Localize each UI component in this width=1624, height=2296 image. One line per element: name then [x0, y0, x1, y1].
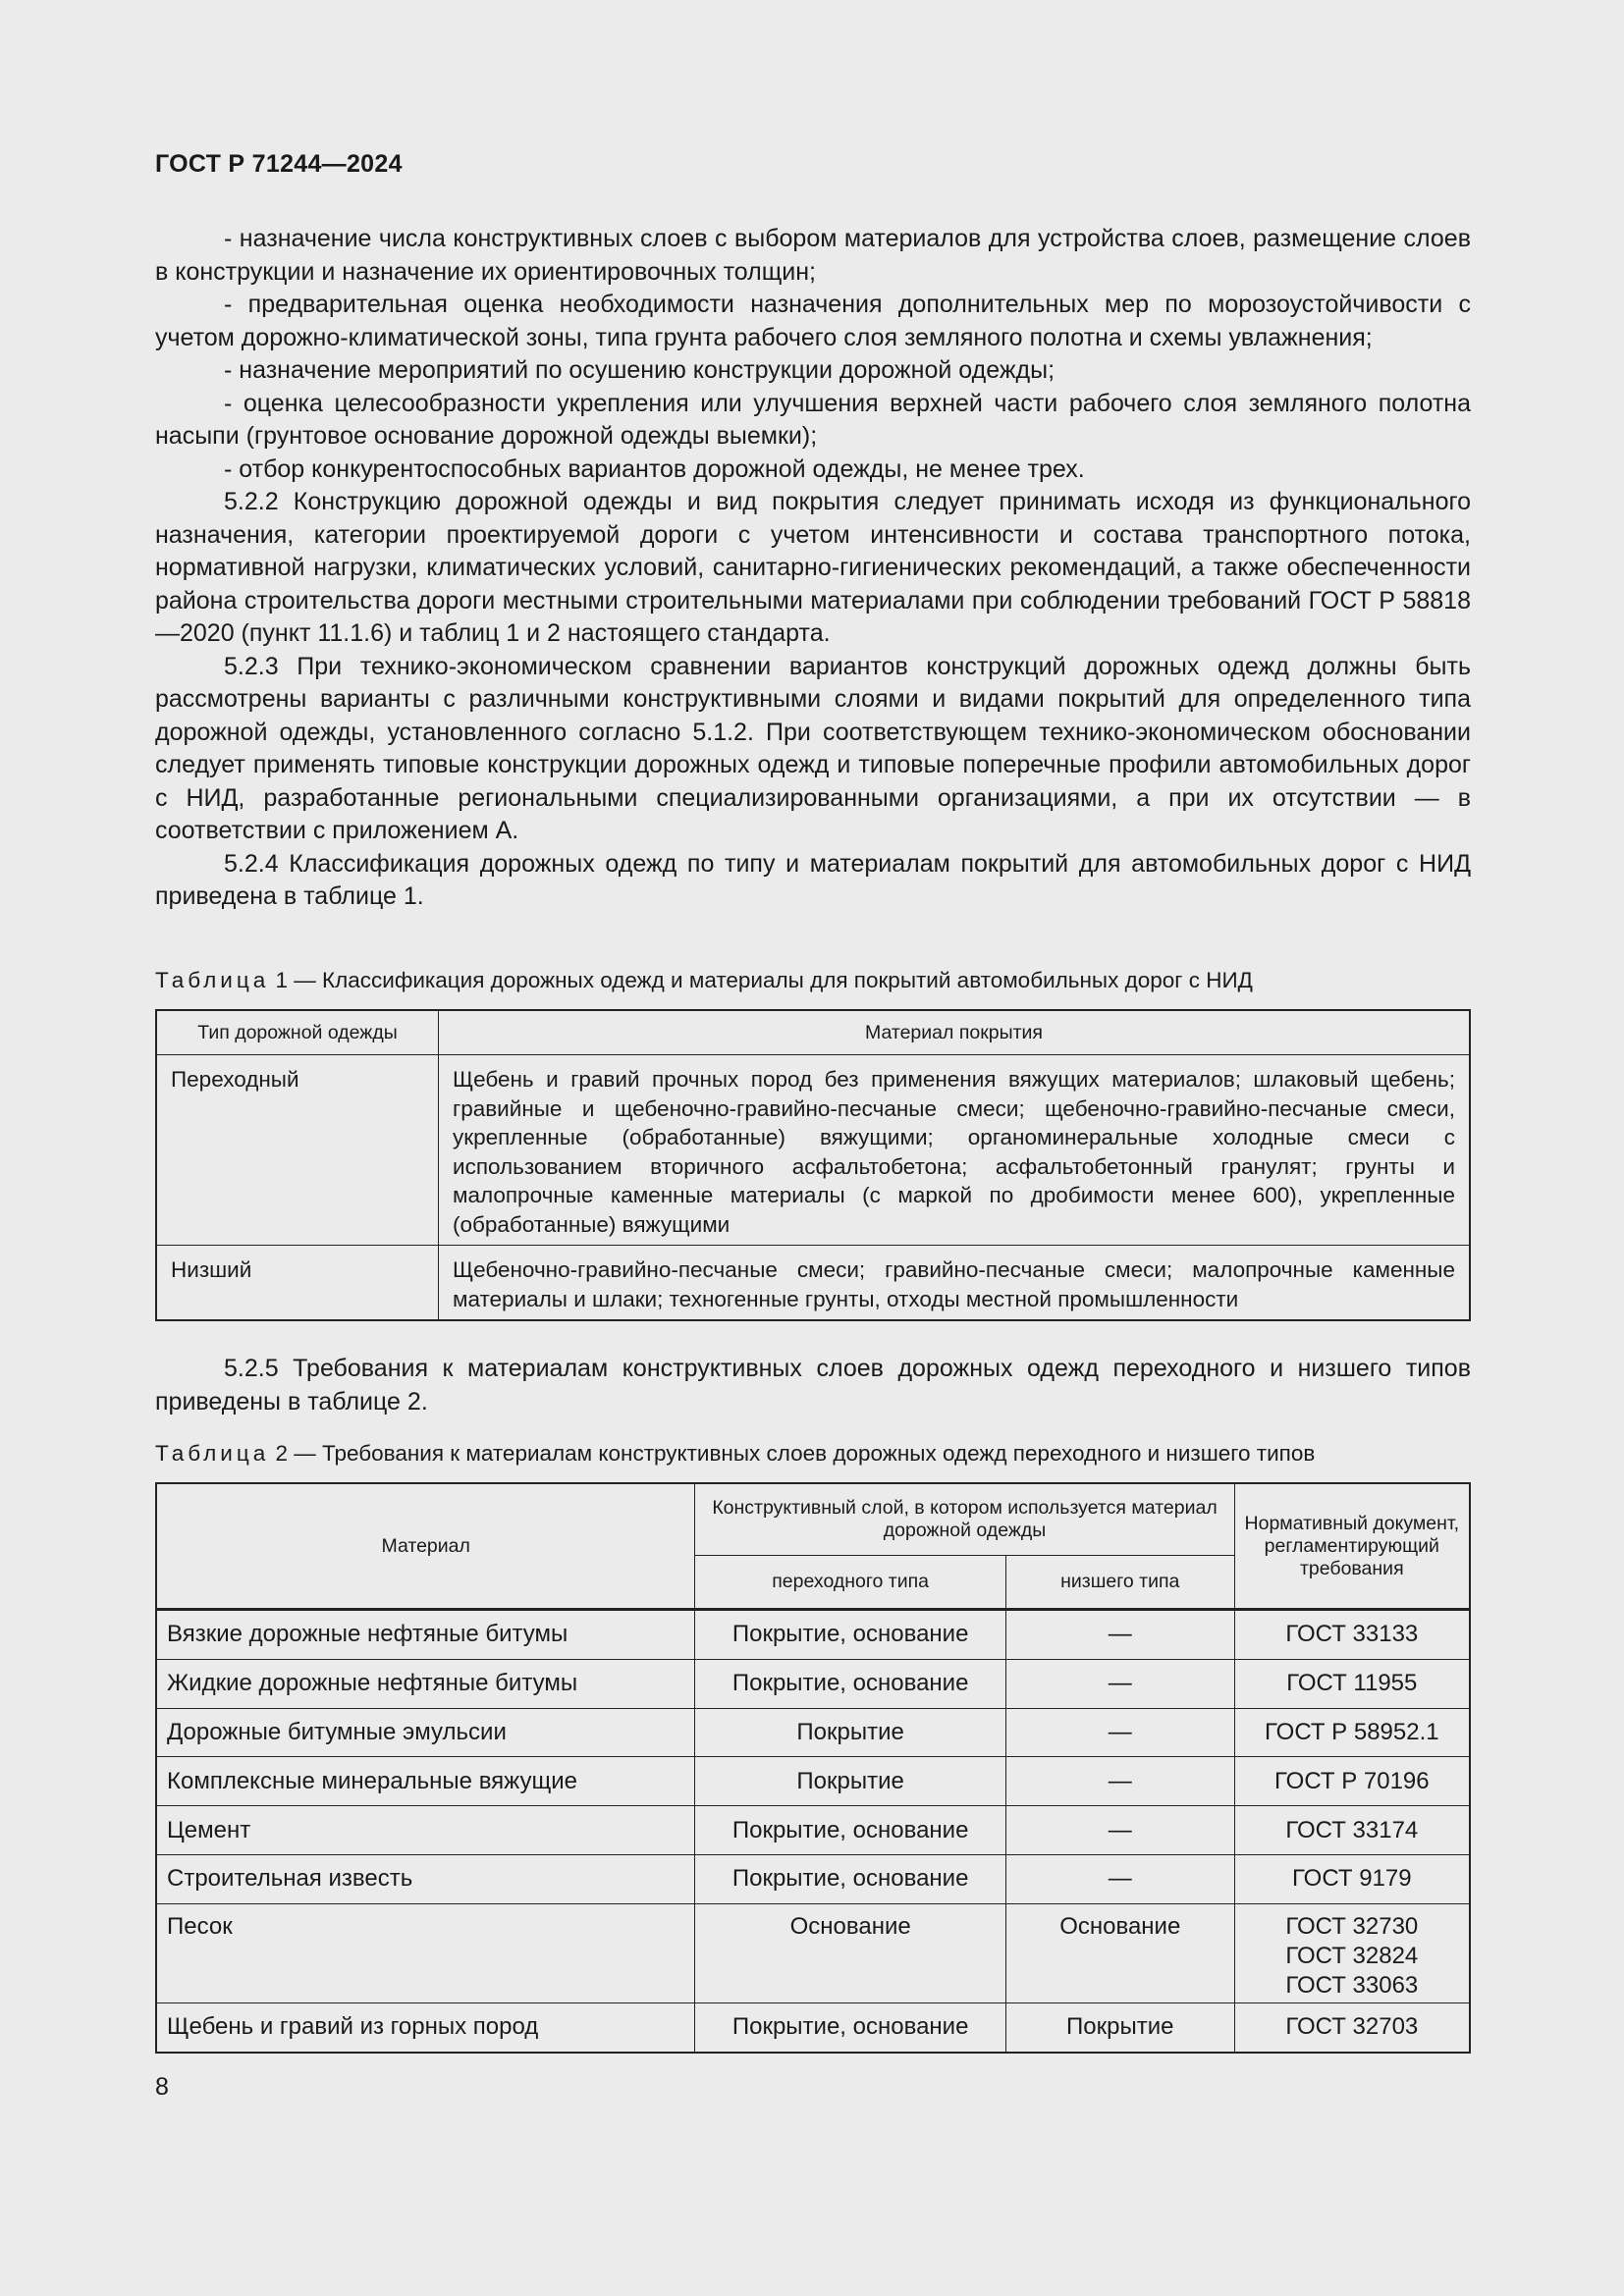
table-cell-material: Вязкие дорожные нефтяные битумы — [156, 1610, 695, 1660]
table-header-row — [156, 1010, 1470, 1055]
table-header-cell: Тип дорожной одежды — [156, 1010, 439, 1055]
table-cell-doc: ГОСТ Р 58952.1 — [1234, 1708, 1470, 1757]
table-row — [156, 2002, 1470, 2052]
table-row — [156, 1806, 1470, 1855]
paragraph: - назначение числа конструктивных слоев с выбором материалов для устройства слоев, размещение слоев в конструкции и назначение их ориентировочных толщин; — [155, 225, 1471, 286]
table-cell-lower: — — [1005, 1659, 1234, 1708]
table1-caption-word: Таблица — [155, 968, 270, 992]
table-cell-lower: — — [1005, 1854, 1234, 1903]
table-header-layer: Конструктивный слой, в котором используется материал дорожной одежды — [695, 1483, 1234, 1555]
table-cell-material: Щебеночно-гравийно-песчаные смеси; гравийно-песчаные смеси; малопрочные каменные материалы и шлаки; техногенные грунты, отходы местной промышленности — [439, 1246, 1471, 1321]
table-header-row — [156, 1483, 1470, 1555]
paragraph: 5.2.2 Конструкцию дорожной одежды и вид покрытия следует принимать исходя из функционального назначения, категории проектируемой дороги с учетом интенсивности и состава транспортного потока, нормативной нагрузки, климатических условий, санитарно-гигиенических рекомендаций, а также обеспеченности района строительства дороги местными строительными материалами при соблюдении требований ГОСТ Р 58818—2020 (пункт 11.1.6) и таблиц 1 и 2 настоящего стандарта. — [155, 488, 1471, 647]
page-number: 8 — [155, 2073, 169, 2101]
table-cell-transitional: Основание — [695, 1903, 1005, 2002]
table-row — [156, 1903, 1470, 2002]
table-cell-lower: — — [1005, 1610, 1234, 1660]
table-cell-material: Дорожные битумные эмульсии — [156, 1708, 695, 1757]
table-cell-material: Песок — [156, 1903, 695, 2002]
table-cell-type: Переходный — [156, 1055, 439, 1246]
table-cell-transitional: Покрытие — [695, 1757, 1005, 1806]
paragraph: - оценка целесообразности укрепления или улучшения верхней части рабочего слоя земляного полотна насыпи (грунтовое основание дорожной одежды выемки); — [155, 389, 1471, 450]
body-text — [155, 223, 1471, 914]
table2-caption-word: Таблица — [155, 1441, 270, 1466]
table-row — [156, 1659, 1470, 1708]
table-header-transitional: переходного типа — [695, 1555, 1005, 1609]
table-row — [156, 1854, 1470, 1903]
table-cell-material: Щебень и гравий прочных пород без применения вяжущих материалов; шлаковый щебень; гравийные и щебеночно-гравийно-песчаные смеси; щебеночно-гравийно-песчаные смеси, укрепленные (обработанные) вяжущими; органоминеральные холодные смеси с использованием вторичного асфальтобетона; асфальтобетонный гранулят; грунты и малопрочные каменные материалы (с маркой по дробимости менее 600), укрепленные (обработанные) вяжущими — [439, 1055, 1471, 1246]
table1-caption-text: 1 — Классификация дорожных одежд и материалы для покрытий автомобильных дорог с НИД — [269, 968, 1253, 992]
table-cell-doc: ГОСТ 33133 — [1234, 1610, 1470, 1660]
table-cell-doc: ГОСТ 33174 — [1234, 1806, 1470, 1855]
table-cell-material: Жидкие дорожные нефтяные битумы — [156, 1659, 695, 1708]
table-cell-material: Строительная известь — [156, 1854, 695, 1903]
table-cell-doc: ГОСТ 11955 — [1234, 1659, 1470, 1708]
table-cell-doc: ГОСТ 32730 ГОСТ 32824 ГОСТ 33063 — [1234, 1903, 1470, 2002]
table-cell-doc: ГОСТ 9179 — [1234, 1854, 1470, 1903]
table1 — [155, 1009, 1471, 1321]
table2-caption — [155, 1441, 1315, 1467]
table1-caption — [155, 968, 1253, 993]
table-cell-doc: ГОСТ Р 70196 — [1234, 1757, 1470, 1806]
table-row — [156, 1055, 1470, 1246]
table-cell-lower: — — [1005, 1757, 1234, 1806]
paragraph: 5.2.4 Классификация дорожных одежд по типу и материалам покрытий для автомобильных дорог с НИД приведена в таблице 1. — [155, 849, 1471, 910]
paragraph: - предварительная оценка необходимости назначения дополнительных мер по морозоустойчивости с учетом дорожно-климатической зоны, типа грунта рабочего слоя земляного полотна и схемы увлажнения; — [155, 291, 1471, 351]
table-row — [156, 1757, 1470, 1806]
table2-caption-text: 2 — Требования к материалам конструктивных слоев дорожных одежд переходного и низшего типов — [269, 1441, 1316, 1466]
table-cell-lower: Покрытие — [1005, 2002, 1234, 2052]
table-cell-lower: — — [1005, 1708, 1234, 1757]
document-header: ГОСТ Р 71244—2024 — [155, 150, 403, 178]
table-cell-lower: — — [1005, 1806, 1234, 1855]
table-cell-doc: ГОСТ 32703 — [1234, 2002, 1470, 2052]
table-cell-transitional: Покрытие, основание — [695, 1806, 1005, 1855]
table-header-cell: Материал покрытия — [439, 1010, 1471, 1055]
table-cell-type: Низший — [156, 1246, 439, 1321]
paragraph: - отбор конкурентоспособных вариантов дорожной одежды, не менее трех. — [224, 454, 1085, 483]
table-header-document: Нормативный документ, регламентирующий требования — [1234, 1483, 1470, 1610]
table-cell-lower: Основание — [1005, 1903, 1234, 2002]
table-cell-transitional: Покрытие, основание — [695, 1854, 1005, 1903]
table-cell-material: Цемент — [156, 1806, 695, 1855]
table-cell-transitional: Покрытие, основание — [695, 1659, 1005, 1708]
paragraph: - назначение мероприятий по осушению конструкции дорожной одежды; — [224, 356, 1056, 384]
paragraph: 5.2.3 При технико-экономическом сравнении вариантов конструкций дорожных одежд должны быть рассмотрены варианты с различными конструктивными слоями и видами покрытий для определенного типа дорожной одежды, установленного согласно 5.1.2. При соответствующем технико-экономическом обосновании следует применять типовые конструкции дорожных одежд и типовые поперечные профили автомобильных дорог с НИД, разработанные региональными специализированными организациями, а при их отсутствии — в соответствии с приложением А. — [155, 652, 1471, 844]
table-cell-material: Комплексные минеральные вяжущие — [156, 1757, 695, 1806]
table-row — [156, 1610, 1470, 1660]
table-cell-transitional: Покрытие, основание — [695, 2002, 1005, 2052]
section-525 — [155, 1353, 1471, 1418]
table-cell-transitional: Покрытие, основание — [695, 1610, 1005, 1660]
table-cell-transitional: Покрытие — [695, 1708, 1005, 1757]
table-header-lower: низшего типа — [1005, 1555, 1234, 1609]
table-cell-material: Щебень и гравий из горных пород — [156, 2002, 695, 2052]
table2 — [155, 1482, 1471, 2054]
table-row — [156, 1246, 1470, 1321]
table-row — [156, 1708, 1470, 1757]
table-header-material: Материал — [156, 1483, 695, 1610]
paragraph: 5.2.5 Требования к материалам конструктивных слоев дорожных одежд переходного и низшего типов приведены в таблице 2. — [155, 1355, 1471, 1415]
